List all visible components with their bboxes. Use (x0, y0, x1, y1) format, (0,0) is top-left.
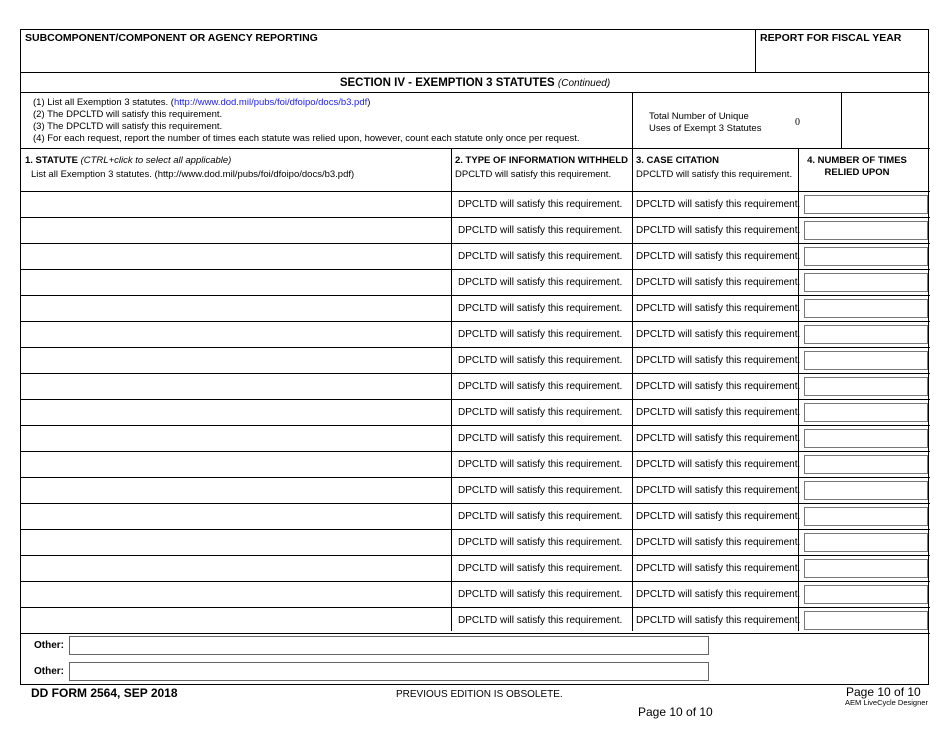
type-withheld-cell: DPCLTD will satisfy this requirement. (458, 407, 623, 418)
table-row (20, 373, 930, 399)
row-divider (20, 529, 930, 530)
statute-select[interactable] (22, 375, 450, 397)
section-title-text: SECTION IV - EXEMPTION 3 STATUTES (339, 77, 555, 89)
case-citation-cell: DPCLTD will satisfy this requirement. (636, 355, 801, 366)
instructions (33, 97, 633, 145)
table-row (20, 425, 930, 451)
header-divider (755, 29, 756, 72)
col3-title: 3. CASE CITATION (636, 155, 720, 166)
section-title (20, 77, 930, 89)
times-relied-input[interactable] (804, 611, 928, 630)
table-row (20, 399, 930, 425)
statute-select[interactable] (22, 193, 450, 215)
times-relied-input[interactable] (804, 585, 928, 604)
table-row (20, 529, 930, 555)
col1-title: 1. STATUTE (25, 155, 78, 166)
case-citation-cell: DPCLTD will satisfy this requirement. (636, 199, 801, 210)
times-relied-input[interactable] (804, 221, 928, 240)
statute-select[interactable] (22, 583, 450, 605)
table-row (20, 581, 930, 607)
instructions-bottom-line (20, 148, 930, 149)
other-input-1[interactable] (69, 636, 709, 655)
col4-title-line1: 4. NUMBER OF TIMES (807, 155, 907, 166)
obsolete-notice: PREVIOUS EDITION IS OBSOLETE. (396, 689, 563, 700)
table-row (20, 477, 930, 503)
fiscal-year-label: REPORT FOR FISCAL YEAR (760, 32, 902, 44)
table-row (20, 503, 930, 529)
row-divider (20, 243, 930, 244)
table-row (20, 269, 930, 295)
row-divider (20, 321, 930, 322)
total-divider-right (841, 92, 842, 148)
type-withheld-cell: DPCLTD will satisfy this requirement. (458, 563, 623, 574)
col1-subtitle: List all Exemption 3 statutes. (http://www.dod.mil/pubs/foi/dfoipo/docs/b3.pdf) (31, 169, 355, 180)
times-relied-input[interactable] (804, 273, 928, 292)
row-divider (20, 425, 930, 426)
col1-hint: (CTRL+click to select all applicable) (80, 155, 232, 166)
agency-label: SUBCOMPONENT/COMPONENT OR AGENCY REPORTING (25, 32, 318, 44)
row-divider (20, 217, 930, 218)
col2-subtitle: DPCLTD will satisfy this requirement. (455, 169, 612, 180)
row-divider (20, 477, 930, 478)
col4-header (802, 155, 912, 179)
table-row (20, 607, 930, 633)
statute-select[interactable] (22, 531, 450, 553)
row-divider (20, 269, 930, 270)
row-divider (20, 607, 930, 608)
case-citation-cell: DPCLTD will satisfy this requirement. (636, 251, 801, 262)
fiscal-year-input[interactable] (757, 46, 927, 70)
total-label-line1: Total Number of Unique (649, 111, 749, 122)
table-row (20, 295, 930, 321)
type-withheld-cell: DPCLTD will satisfy this requirement. (458, 537, 623, 548)
col3-subtitle: DPCLTD will satisfy this requirement. (636, 169, 793, 180)
row-divider (20, 373, 930, 374)
type-withheld-cell: DPCLTD will satisfy this requirement. (458, 433, 623, 444)
times-relied-input[interactable] (804, 481, 928, 500)
statute-select[interactable] (22, 427, 450, 449)
type-withheld-cell: DPCLTD will satisfy this requirement. (458, 277, 623, 288)
row-divider (20, 555, 930, 556)
row-divider (20, 191, 930, 192)
type-withheld-cell: DPCLTD will satisfy this requirement. (458, 355, 623, 366)
case-citation-cell: DPCLTD will satisfy this requirement. (636, 459, 801, 470)
page-number-center: Page 10 of 10 (638, 705, 713, 719)
header-bottom-line (20, 72, 930, 73)
col2-title: 2. TYPE OF INFORMATION WITHHELD (455, 155, 628, 166)
statute-select[interactable] (22, 271, 450, 293)
agency-input[interactable] (22, 46, 755, 70)
other-input-2[interactable] (69, 662, 709, 681)
table-bottom-line (20, 633, 930, 634)
times-relied-input[interactable] (804, 403, 928, 422)
statute-select[interactable] (22, 505, 450, 527)
times-relied-input[interactable] (804, 507, 928, 526)
times-relied-input[interactable] (804, 533, 928, 552)
type-withheld-cell: DPCLTD will satisfy this requirement. (458, 329, 623, 340)
statute-select[interactable] (22, 297, 450, 319)
case-citation-cell: DPCLTD will satisfy this requirement. (636, 329, 801, 340)
times-relied-input[interactable] (804, 455, 928, 474)
section-title-line (20, 92, 930, 93)
b3-statutes-link[interactable]: http://www.dod.mil/pubs/foi/dfoipo/docs/b3.pdf (173, 97, 368, 108)
col2-header (455, 155, 628, 181)
statute-select[interactable] (22, 245, 450, 267)
times-relied-input[interactable] (804, 351, 928, 370)
instruction-2: (2) The DPCLTD will satisfy this requirement. (33, 109, 223, 120)
page-number-right: Page 10 of 10 (846, 685, 921, 699)
case-citation-cell: DPCLTD will satisfy this requirement. (636, 485, 801, 496)
row-divider (20, 581, 930, 582)
row-divider (20, 347, 930, 348)
type-withheld-cell: DPCLTD will satisfy this requirement. (458, 485, 623, 496)
case-citation-cell: DPCLTD will satisfy this requirement. (636, 615, 801, 626)
total-label (649, 111, 761, 135)
times-relied-input[interactable] (804, 429, 928, 448)
table-row (20, 321, 930, 347)
case-citation-cell: DPCLTD will satisfy this requirement. (636, 433, 801, 444)
type-withheld-cell: DPCLTD will satisfy this requirement. (458, 589, 623, 600)
case-citation-cell: DPCLTD will satisfy this requirement. (636, 303, 801, 314)
case-citation-cell: DPCLTD will satisfy this requirement. (636, 381, 801, 392)
times-relied-input[interactable] (804, 299, 928, 318)
table-row (20, 217, 930, 243)
statute-select[interactable] (22, 219, 450, 241)
section-continued: (Continued) (557, 78, 611, 89)
row-divider (20, 503, 930, 504)
times-relied-input[interactable] (804, 559, 928, 578)
row-divider (20, 399, 930, 400)
case-citation-cell: DPCLTD will satisfy this requirement. (636, 407, 801, 418)
statute-select[interactable] (22, 479, 450, 501)
form-number: DD FORM 2564, SEP 2018 (31, 686, 178, 700)
case-citation-cell: DPCLTD will satisfy this requirement. (636, 563, 801, 574)
col3-header (636, 155, 792, 181)
statute-select[interactable] (22, 557, 450, 579)
times-relied-input[interactable] (804, 325, 928, 344)
table-row (20, 347, 930, 373)
instruction-1-text: (1) List all Exemption 3 statutes. ( (33, 97, 174, 108)
type-withheld-cell: DPCLTD will satisfy this requirement. (458, 615, 623, 626)
total-label-line2: Uses of Exempt 3 Statutes (649, 123, 762, 134)
case-citation-cell: DPCLTD will satisfy this requirement. (636, 589, 801, 600)
type-withheld-cell: DPCLTD will satisfy this requirement. (458, 381, 623, 392)
total-value[interactable]: 0 (795, 117, 800, 128)
case-citation-cell: DPCLTD will satisfy this requirement. (636, 277, 801, 288)
instruction-3: (3) The DPCLTD will satisfy this requirement. (33, 121, 223, 132)
type-withheld-cell: DPCLTD will satisfy this requirement. (458, 303, 623, 314)
type-withheld-cell: DPCLTD will satisfy this requirement. (458, 225, 623, 236)
case-citation-cell: DPCLTD will satisfy this requirement. (636, 511, 801, 522)
statute-select[interactable] (22, 609, 450, 631)
type-withheld-cell: DPCLTD will satisfy this requirement. (458, 199, 623, 210)
times-relied-input[interactable] (804, 247, 928, 266)
row-divider (20, 451, 930, 452)
col1-header (25, 155, 354, 181)
type-withheld-cell: DPCLTD will satisfy this requirement. (458, 459, 623, 470)
statute-select[interactable] (22, 349, 450, 371)
instruction-1 (33, 97, 633, 109)
statute-select[interactable] (22, 323, 450, 345)
row-divider (20, 295, 930, 296)
times-relied-input[interactable] (804, 195, 928, 214)
designer-label: AEM LiveCycle Designer (845, 698, 928, 707)
table-row (20, 243, 930, 269)
instruction-1-suffix: ) (367, 97, 371, 108)
times-relied-input[interactable] (804, 377, 928, 396)
case-citation-cell: DPCLTD will satisfy this requirement. (636, 537, 801, 548)
col4-title-line2: RELIED UPON (824, 167, 890, 178)
case-citation-cell: DPCLTD will satisfy this requirement. (636, 225, 801, 236)
other-label-1: Other: (34, 640, 64, 651)
statute-select[interactable] (22, 401, 450, 423)
type-withheld-cell: DPCLTD will satisfy this requirement. (458, 511, 623, 522)
instruction-4: (4) For each request, report the number of times each statute was relied upon, however, count each statute only once per request. (33, 133, 580, 144)
table-row (20, 451, 930, 477)
total-divider-left (632, 92, 633, 148)
table-row (20, 191, 930, 217)
table-row (20, 555, 930, 581)
other-label-2: Other: (34, 666, 64, 677)
type-withheld-cell: DPCLTD will satisfy this requirement. (458, 251, 623, 262)
statute-select[interactable] (22, 453, 450, 475)
